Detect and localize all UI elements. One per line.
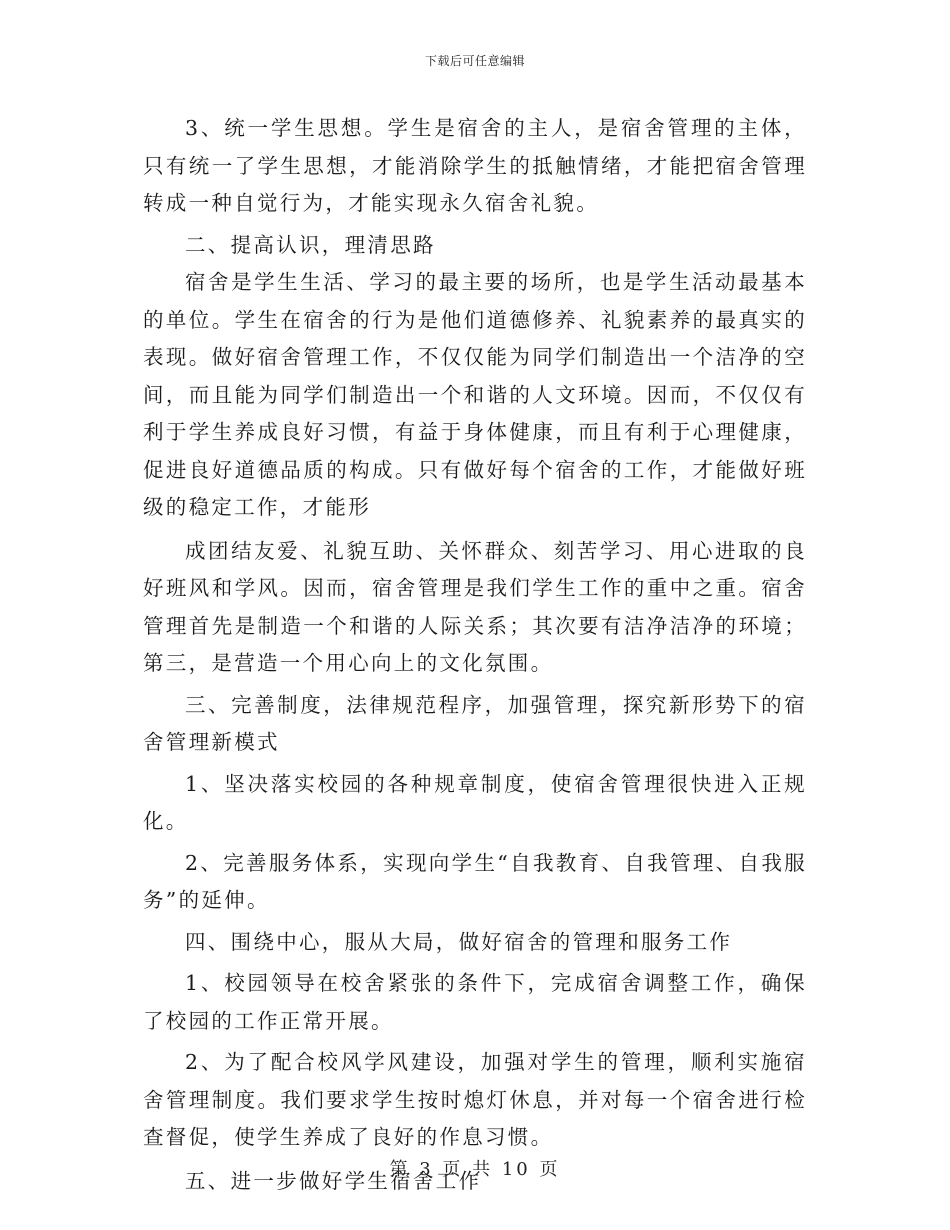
list-item-4-2: 2、为了配合校风学风建设，加强对学生的管理，顺利实施宿舍管理制度。我们要求学生按时熄灯休息，并对每一个宿舍进行检查督促，使学生养成了良好的作息习惯。	[143, 1050, 807, 1149]
page-number: 第 3 页 共 10 页	[389, 1159, 561, 1180]
paragraph-unify-thinking: 3、统一学生思想。学生是宿舍的主人，是宿舍管理的主体，只有统一了学生思想，才能消除学生的抵触情绪，才能把宿舍管理转成一种自觉行为，才能实现永久宿舍礼貌。	[143, 116, 807, 215]
section-heading-4: 四、围绕中心，服从大局，做好宿舍的管理和服务工作	[185, 929, 733, 954]
paragraph-dorm-importance: 宿舍是学生生活、学习的最主要的场所，也是学生活动最基本的单位。学生在宿舍的行为是他们道德修养、礼貌素养的最真实的表现。做好宿舍管理工作，不仅仅能为同学们制造出一个洁净的空间，而且能为同学们制造出一个和谐的人文环境。因而，不仅仅有利于学生养成良好习惯，有益于身体健康，而且有利于心理健康，促进良好道德品质的构成。只有做好每个宿舍的工作，才能做好班级的稳定工作，才能形	[143, 270, 807, 519]
list-item-3-2: 2、完善服务体系，实现向学生“自我教育、自我管理、自我服务”的延伸。	[143, 850, 807, 912]
page-header: 下载后可任意编辑	[424, 54, 525, 68]
list-item-3-1: 1、坚决落实校园的各种规章制度，使宿舍管理很快进入正规化。	[143, 771, 807, 833]
list-item-4-1: 1、校园领导在校舍紧张的条件下，完成宿舍调整工作，确保了校园的工作正常开展。	[143, 971, 807, 1033]
section-heading-3: 三、完善制度，法律规范程序，加强管理，探究新形势下的宿舍管理新模式	[143, 692, 807, 754]
section-heading-5: 五、进一步做好学生宿舍工作	[185, 1168, 482, 1193]
paragraph-class-atmosphere: 成团结友爱、礼貌互助、关怀群众、刻苦学习、用心进取的良好班风和学风。因而，宿舍管理是我们学生工作的重中之重。宿舍管理首先是制造一个和谐的人际关系；其次要有洁净洁净的环境；第三，是营造一个用心向上的文化氛围。	[143, 538, 807, 675]
document-body	[143, 110, 807, 1200]
section-heading-2: 二、提高认识，理清思路	[185, 232, 436, 257]
